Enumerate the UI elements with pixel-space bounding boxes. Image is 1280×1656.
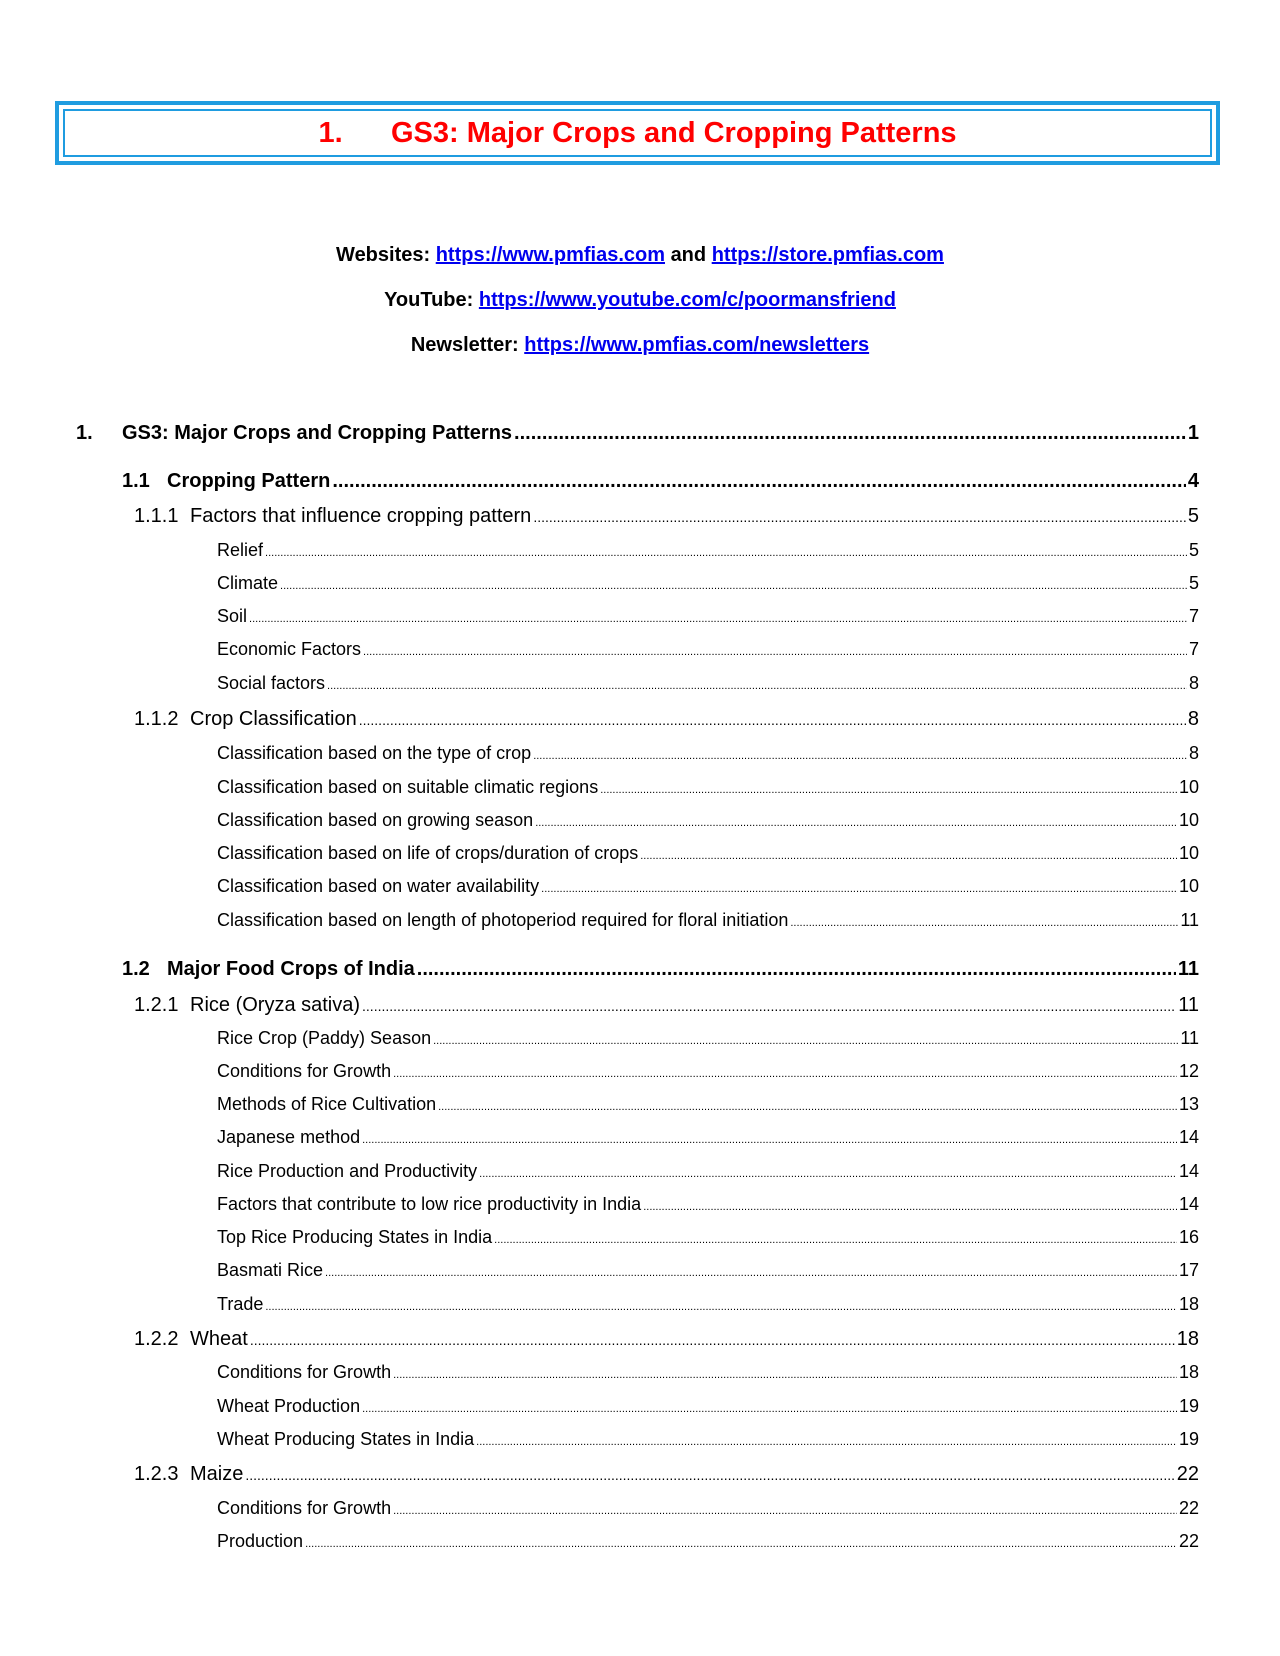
toc-entry-leader-dots — [245, 1467, 1174, 1483]
toc-entry-title: Major Food Crops of India — [167, 958, 415, 980]
toc-entry-page-number: 1 — [1187, 422, 1199, 444]
toc-entry-title: Rice (Oryza sativa) — [190, 994, 361, 1016]
toc-entry-page-number: 17 — [1178, 1260, 1199, 1280]
toc-entry-title: Conditions for Growth — [217, 1498, 392, 1518]
websites-label: Websites: — [336, 244, 431, 266]
toc-entry-leader-dots — [359, 712, 1186, 728]
toc-entry-title: Soil — [217, 606, 248, 626]
toc-entry-title: Social factors — [217, 673, 326, 693]
toc-entry-title: Japanese method — [217, 1127, 361, 1147]
toc-entry-leader-dots — [541, 883, 1177, 895]
toc-entry[interactable] — [217, 1094, 1199, 1115]
toc-entry-leader-dots — [533, 750, 1187, 762]
toc-entry-number: 1.1.2 — [134, 708, 179, 730]
toc-entry-page-number: 11 — [1180, 1028, 1199, 1048]
toc-entry-page-number: 10 — [1178, 876, 1199, 896]
websites-line — [0, 240, 1280, 285]
toc-entry-title: Wheat Producing States in India — [217, 1429, 475, 1449]
toc-entry-title: Relief — [217, 540, 264, 560]
toc-entry-leader-dots — [332, 470, 1186, 493]
website-link-store[interactable]: https://store.pmfias.com — [711, 244, 944, 266]
toc-entry-leader-dots — [393, 1369, 1177, 1381]
toc-entry-title: Cropping Pattern — [167, 470, 331, 492]
chapter-title-text: GS3: Major Crops and Cropping Patterns — [390, 116, 957, 149]
toc-entry-leader-dots — [535, 817, 1177, 829]
toc-entry-number: 1.2.2 — [134, 1328, 179, 1350]
toc-entry[interactable] — [217, 843, 1199, 864]
youtube-line — [0, 285, 1280, 330]
toc-entry-leader-dots — [393, 1068, 1177, 1080]
toc-entry-page-number: 14 — [1178, 1194, 1199, 1214]
toc-entry-title: Conditions for Growth — [217, 1362, 392, 1382]
newsletter-link[interactable]: https://www.pmfias.com/newsletters — [524, 334, 870, 356]
toc-entry-title: Climate — [217, 573, 279, 593]
toc-entry-leader-dots — [362, 1134, 1177, 1146]
toc-entry-page-number: 22 — [1178, 1531, 1199, 1551]
toc-entry[interactable] — [217, 1396, 1199, 1417]
toc-entry-page-number: 7 — [1188, 606, 1199, 626]
toc-entry[interactable] — [217, 1127, 1199, 1148]
toc-entry-leader-dots — [790, 917, 1178, 929]
toc-entry-leader-dots — [393, 1505, 1177, 1517]
toc-entry-page-number: 7 — [1188, 639, 1199, 659]
toc-entry-title: Classification based on length of photoperiod required for floral initiation — [217, 910, 789, 930]
toc-entry[interactable] — [217, 540, 1199, 561]
toc-entry-title: Rice Production and Productivity — [217, 1161, 478, 1181]
toc-entry-leader-dots — [514, 422, 1186, 445]
toc-entry-title: Economic Factors — [217, 639, 362, 659]
toc-entry[interactable] — [122, 470, 1199, 493]
toc-entry[interactable] — [217, 573, 1199, 594]
toc-entry[interactable] — [217, 1429, 1199, 1450]
toc-entry-page-number: 14 — [1178, 1127, 1199, 1147]
toc-entry-page-number: 19 — [1178, 1396, 1199, 1416]
toc-entry[interactable] — [134, 994, 1199, 1017]
toc-entry-page-number: 5 — [1188, 573, 1199, 593]
toc-entry-page-number: 8 — [1188, 743, 1199, 763]
toc-entry-leader-dots — [265, 547, 1187, 559]
toc-entry-page-number: 5 — [1187, 505, 1199, 527]
toc-entry-title: Classification based on the type of crop — [217, 743, 532, 763]
toc-entry-title: Methods of Rice Cultivation — [217, 1094, 437, 1114]
toc-entry[interactable] — [217, 639, 1199, 660]
youtube-link[interactable]: https://www.youtube.com/c/poormansfriend — [478, 289, 896, 311]
chapter-title-inner-border — [63, 109, 1212, 157]
toc-entry-page-number: 19 — [1178, 1429, 1199, 1449]
toc-entry-leader-dots — [479, 1168, 1177, 1180]
toc-entry-leader-dots — [265, 1301, 1177, 1313]
toc-entry[interactable] — [217, 1028, 1199, 1049]
toc-entry-number: 1.1.1 — [134, 505, 179, 527]
toc-entry-title: Crop Classification — [190, 708, 357, 730]
newsletter-label: Newsletter: — [410, 334, 519, 356]
newsletter-line — [0, 330, 1280, 375]
toc-entry[interactable] — [217, 876, 1199, 897]
websites-and: and — [670, 244, 707, 266]
toc-entry-page-number: 11 — [1177, 958, 1199, 980]
toc-entry-page-number: 5 — [1188, 540, 1199, 560]
toc-entry[interactable] — [217, 673, 1199, 694]
toc-entry[interactable] — [217, 1362, 1199, 1383]
toc-entry[interactable] — [134, 1328, 1199, 1351]
toc-entry-page-number: 16 — [1178, 1227, 1199, 1247]
toc-entry-leader-dots — [494, 1234, 1177, 1246]
toc-entry-page-number: 11 — [1180, 910, 1199, 930]
toc-entry-page-number: 12 — [1178, 1061, 1199, 1081]
toc-entry-leader-dots — [476, 1436, 1177, 1448]
toc-entry[interactable] — [217, 1498, 1199, 1519]
toc-entry-page-number: 10 — [1178, 777, 1199, 797]
toc-entry-title: Trade — [217, 1294, 264, 1314]
toc-entry-leader-dots — [533, 509, 1186, 525]
toc-entry-page-number: 22 — [1178, 1498, 1199, 1518]
toc-entry[interactable] — [217, 1531, 1199, 1552]
toc-entry-title: Classification based on life of crops/duration of crops — [217, 843, 639, 863]
toc-entry-leader-dots — [249, 613, 1187, 625]
toc-entry-title: Factors that influence cropping pattern — [190, 505, 532, 527]
toc-entry-leader-dots — [640, 850, 1177, 862]
toc-entry-page-number: 18 — [1178, 1362, 1199, 1382]
toc-entry-leader-dots — [305, 1538, 1177, 1550]
toc-entry-title: Classification based on water availability — [217, 876, 540, 896]
toc-entry[interactable] — [134, 1463, 1199, 1486]
toc-entry[interactable] — [217, 606, 1199, 627]
toc-entry[interactable] — [76, 422, 1199, 445]
toc-entry[interactable] — [217, 910, 1199, 931]
toc-entry-page-number: 8 — [1187, 708, 1199, 730]
toc-entry-leader-dots — [327, 680, 1187, 692]
toc-entry-title: Maize — [190, 1463, 244, 1485]
toc-entry[interactable] — [217, 1061, 1199, 1082]
toc-entry[interactable] — [217, 1194, 1199, 1215]
toc-entry-page-number: 13 — [1178, 1094, 1199, 1114]
toc-entry-title: Top Rice Producing States in India — [217, 1227, 493, 1247]
chapter-title-box — [55, 101, 1220, 165]
youtube-label: YouTube: — [384, 289, 474, 311]
toc-entry-title: Basmati Rice — [217, 1260, 324, 1280]
toc-entry-title: Wheat Production — [217, 1396, 361, 1416]
toc-entry-page-number: 10 — [1178, 810, 1199, 830]
toc-entry[interactable] — [134, 708, 1199, 731]
toc-entry[interactable] — [217, 1161, 1199, 1182]
toc-entry-page-number: 18 — [1176, 1328, 1199, 1350]
toc-entry[interactable] — [217, 810, 1199, 831]
toc-entry-number: 1.2.3 — [134, 1463, 179, 1485]
chapter-number: 1. — [318, 116, 343, 149]
toc-entry[interactable] — [217, 777, 1199, 798]
toc-entry-number: 1.2 — [122, 958, 150, 980]
toc-entry-page-number: 10 — [1178, 843, 1199, 863]
toc-entry[interactable] — [217, 1294, 1199, 1315]
toc-entry-number: 1. — [76, 422, 93, 444]
toc-entry-title: Factors that contribute to low rice productivity in India — [217, 1194, 642, 1214]
toc-entry-leader-dots — [362, 1403, 1177, 1415]
toc-entry-title: Rice Crop (Paddy) Season — [217, 1028, 432, 1048]
toc-entry-leader-dots — [600, 784, 1177, 796]
chapter-title — [318, 117, 956, 150]
toc-entry-number: 1.1 — [122, 470, 150, 492]
toc-entry-page-number: 14 — [1178, 1161, 1199, 1181]
toc-entry-leader-dots — [362, 998, 1176, 1014]
toc-entry[interactable] — [217, 743, 1199, 764]
toc-entry-leader-dots — [250, 1332, 1175, 1348]
toc-entry-leader-dots — [417, 958, 1176, 981]
toc-entry-page-number: 11 — [1178, 994, 1199, 1016]
toc-entry-leader-dots — [643, 1201, 1177, 1213]
toc-entry-title: Production — [217, 1531, 304, 1551]
toc-entry-title: Wheat — [190, 1328, 248, 1350]
toc-entry-leader-dots — [325, 1267, 1177, 1279]
toc-entry-page-number: 8 — [1188, 673, 1199, 693]
toc-entry-leader-dots — [438, 1101, 1177, 1113]
toc-entry-page-number: 18 — [1178, 1294, 1199, 1314]
toc-entry[interactable] — [134, 505, 1199, 528]
toc-entry-page-number: 22 — [1176, 1463, 1199, 1485]
toc-entry[interactable] — [217, 1260, 1199, 1281]
toc-entry-page-number: 4 — [1187, 470, 1199, 492]
toc-entry-title: Classification based on suitable climatic regions — [217, 777, 599, 797]
toc-entry[interactable] — [122, 958, 1199, 981]
toc-entry[interactable] — [217, 1227, 1199, 1248]
toc-entry-leader-dots — [363, 646, 1187, 658]
toc-entry-title: GS3: Major Crops and Cropping Patterns — [122, 422, 513, 444]
toc-entry-number: 1.2.1 — [134, 994, 179, 1016]
toc-entry-leader-dots — [280, 580, 1187, 592]
toc-entry-leader-dots — [433, 1035, 1178, 1047]
website-link-main[interactable]: https://www.pmfias.com — [435, 244, 665, 266]
toc-entry-title: Conditions for Growth — [217, 1061, 392, 1081]
toc-entry-title: Classification based on growing season — [217, 810, 534, 830]
links-block — [0, 240, 1280, 375]
